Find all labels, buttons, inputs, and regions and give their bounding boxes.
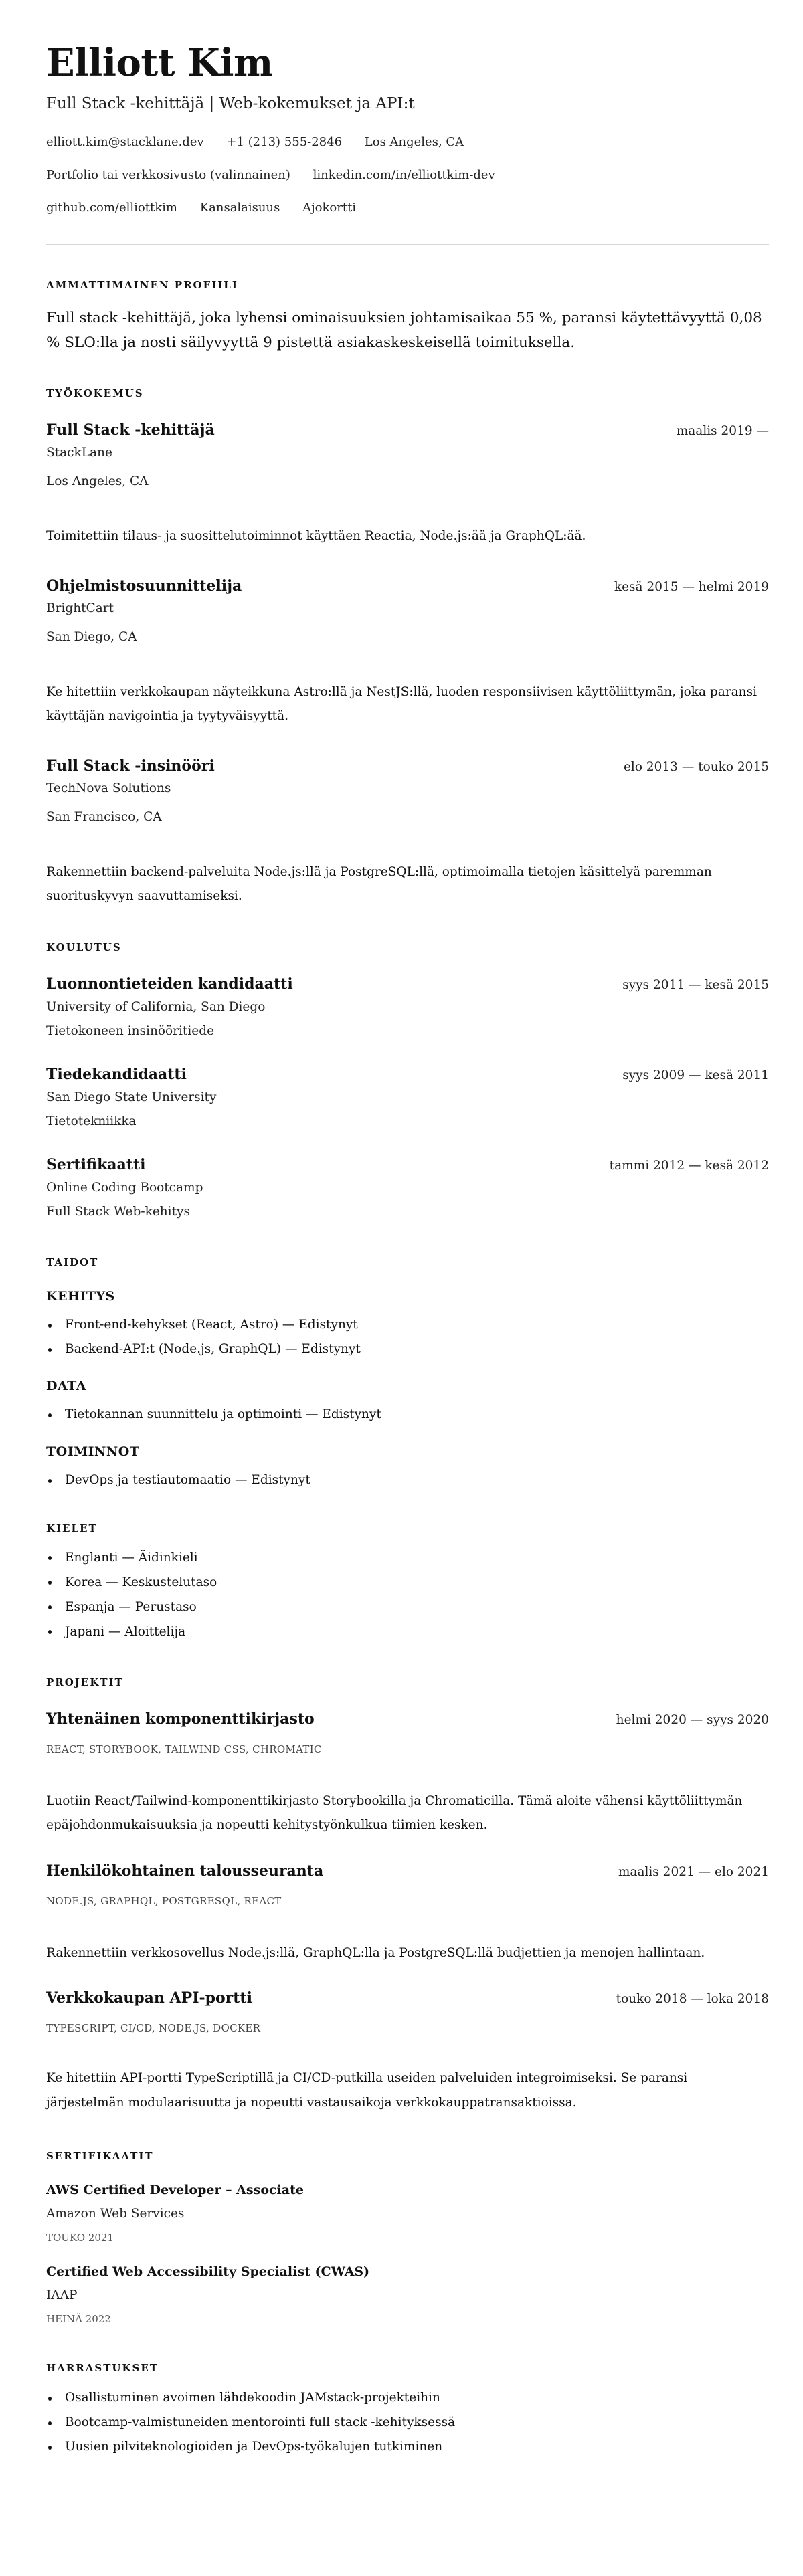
section-heading: SERTIFIKAATIT	[46, 2150, 154, 2162]
project-tech-stack: NODE.JS, GRAPHQL, POSTGRESQL, REACT	[46, 1894, 282, 1907]
profile-section	[46, 278, 769, 355]
section-heading: AMMATTIMAINEN PROFIILI	[46, 279, 238, 291]
certification-date: TOUKO 2021	[46, 2232, 114, 2244]
job-entry	[46, 576, 769, 729]
skill-item: Tietokannan suunnittelu ja optimointi — Edistynyt	[46, 1403, 769, 1427]
citizenship: Kansalaisuus	[199, 201, 280, 215]
hobbies-section	[46, 2361, 769, 2460]
education-section	[46, 940, 769, 1224]
section-heading: KOULUTUS	[46, 940, 122, 953]
skill-item: DevOps ja testiautomaatio — Edistynyt	[46, 1468, 769, 1492]
job-entry	[46, 420, 769, 549]
resume-header	[46, 43, 769, 224]
section-heading: KIELET	[46, 1522, 98, 1534]
hobby-item: Bootcamp-valmistuneiden mentorointi full stack -kehityksessä	[46, 2411, 769, 2436]
job-entry	[46, 756, 769, 909]
section-heading: TAIDOT	[46, 1256, 99, 1268]
resume-page	[0, 43, 803, 2486]
job-dates: maalis 2019 —	[676, 424, 769, 438]
project-tech-stack: REACT, STORYBOOK, TAILWIND CSS, CHROMATIC	[46, 1743, 322, 1755]
degree: Luonnontieteiden kandidaatti	[46, 975, 293, 993]
skill-list	[46, 1468, 769, 1492]
job-description: Ke hitettiin verkkokaupan näyteikkuna Astro:llä ja NestJS:llä, luoden responsiivisen käyttöliittymän, joka paransi käyttäjän navigointia ja tyytyväisyyttä.	[46, 684, 757, 723]
job-location: San Diego, CA	[46, 629, 137, 644]
skill-category: DATA	[46, 1378, 87, 1393]
projects-section	[46, 1676, 769, 2116]
language-item: Japani — Aloittelija	[46, 1619, 769, 1644]
degree: Sertifikaatti	[46, 1155, 146, 1173]
education-entry	[46, 974, 769, 1044]
github-link[interactable]: github.com/elliottkim	[46, 201, 177, 215]
institution: Online Coding Bootcamp	[46, 1180, 203, 1195]
project-entry	[46, 1861, 769, 1966]
institution: San Diego State University	[46, 1090, 217, 1104]
skill-item: Backend-API:t (Node.js, GraphQL) — Edistynyt	[46, 1337, 769, 1361]
job-title: Ohjelmistosuunnittelija	[46, 577, 242, 595]
project-title: Henkilökohtainen talousseuranta	[46, 1862, 324, 1880]
job-location: San Francisco, CA	[46, 809, 162, 824]
language-item: Espanja — Perustaso	[46, 1595, 769, 1619]
certification-entry	[46, 2262, 769, 2327]
skills-section	[46, 1256, 769, 1492]
project-dates: helmi 2020 — syys 2020	[616, 1712, 769, 1727]
language-list	[46, 1545, 769, 1644]
job-company: BrightCart	[46, 601, 114, 615]
project-dates: maalis 2021 — elo 2021	[618, 1864, 769, 1879]
portfolio-link[interactable]: Portfolio tai verkkosivusto (valinnainen)	[46, 168, 290, 182]
education-dates: syys 2009 — kesä 2011	[622, 1068, 769, 1082]
section-heading: HARRASTUKSET	[46, 2362, 159, 2374]
contact-info	[46, 126, 769, 224]
project-description: Ke hitettiin API-portti TypeScriptillä ja CI/CD-putkilla useiden palveluiden integroimiseksi. Se paransi järjestelmän modulaarisuutta ja nopeutti vastausaikoja verkkokauppatransaktioissa.	[46, 2071, 688, 2110]
skill-category: KEHITYS	[46, 1288, 115, 1304]
job-dates: kesä 2015 — helmi 2019	[614, 579, 769, 594]
certification-title: AWS Certified Developer – Associate	[46, 2183, 304, 2197]
certifications-section	[46, 2149, 769, 2327]
job-title: Full Stack -kehittäjä	[46, 421, 215, 439]
languages-section	[46, 1522, 769, 1644]
education-dates: tammi 2012 — kesä 2012	[609, 1158, 769, 1173]
field-of-study: Full Stack Web-kehitys	[46, 1204, 190, 1219]
linkedin-link[interactable]: linkedin.com/in/elliottkim-dev	[313, 168, 495, 182]
field-of-study: Tietotekniikka	[46, 1114, 137, 1128]
email-link[interactable]: elliott.kim@stacklane.dev	[46, 135, 204, 149]
language-item: Korea — Keskustelutaso	[46, 1570, 769, 1595]
contact-row	[46, 191, 769, 224]
section-heading: PROJEKTIT	[46, 1676, 124, 1688]
job-description: Toimitettiin tilaus- ja suosittelutoiminnot käyttäen Reactia, Node.js:ää ja GraphQL:ää.	[46, 529, 586, 543]
project-entry	[46, 1709, 769, 1838]
institution: University of California, San Diego	[46, 999, 266, 1014]
skill-list	[46, 1313, 769, 1361]
project-title: Verkkokaupan API-portti	[46, 1989, 252, 2007]
header-divider	[46, 244, 769, 245]
profile-summary: Full stack -kehittäjä, joka lyhensi ominaisuuksien johtamisaikaa 55 %, paransi käytettävyyttä 0,08 % SLO:lla ja nosti säilyvyyttä 9 pistettä asiakaskeskeisellä toimituksella.	[46, 310, 762, 351]
hobby-item: Uusien pilviteknologioiden ja DevOps-työkalujen tutkiminen	[46, 2435, 769, 2460]
section-heading: TYÖKOKEMUS	[46, 387, 144, 399]
project-description: Luotiin React/Tailwind-komponenttikirjasto Storybookilla ja Chromaticilla. Tämä aloite vähensi käyttöliittymän epäjohdonmukaisuuksia ja nopeutti kehitystyönkulkua tiimien kesken.	[46, 1793, 743, 1832]
project-dates: touko 2018 — loka 2018	[616, 1992, 769, 2006]
contact-row	[46, 126, 769, 159]
skill-item: Front-end-kehykset (React, Astro) — Edistynyt	[46, 1313, 769, 1337]
job-location: Los Angeles, CA	[46, 474, 149, 488]
job-company: StackLane	[46, 445, 112, 460]
job-title: Full Stack -insinööri	[46, 757, 215, 775]
education-dates: syys 2011 — kesä 2015	[622, 977, 769, 992]
location: Los Angeles, CA	[364, 135, 464, 149]
job-dates: elo 2013 — touko 2015	[623, 759, 769, 774]
phone-number: +1 (213) 555-2846	[226, 135, 343, 149]
project-entry	[46, 1988, 769, 2115]
certification-title: Certified Web Accessibility Specialist (CWAS)	[46, 2264, 370, 2279]
education-entry	[46, 1064, 769, 1134]
job-description: Rakennettiin backend-palveluita Node.js:llä ja PostgreSQL:llä, optimoimalla tietojen käsittelyä paremman suorituskyvyn saavuttamiseksi.	[46, 864, 712, 903]
language-item: Englanti — Äidinkieli	[46, 1545, 769, 1570]
certification-entry	[46, 2181, 769, 2246]
skill-category: TOIMINNOT	[46, 1444, 140, 1459]
education-entry	[46, 1155, 769, 1224]
candidate-name: Elliott Kim	[46, 41, 273, 85]
candidate-headline: Full Stack -kehittäjä | Web-kokemukset ja API:t	[46, 95, 415, 112]
field-of-study: Tietokoneen insinööritiede	[46, 1023, 215, 1038]
certification-issuer: Amazon Web Services	[46, 2207, 185, 2221]
certification-issuer: IAAP	[46, 2288, 78, 2302]
experience-section	[46, 387, 769, 909]
degree: Tiedekandidaatti	[46, 1065, 187, 1083]
project-tech-stack: TYPESCRIPT, CI/CD, NODE.JS, DOCKER	[46, 2022, 261, 2034]
contact-row	[46, 159, 769, 191]
certification-date: HEINÄ 2022	[46, 2313, 111, 2325]
job-company: TechNova Solutions	[46, 781, 171, 795]
skill-list	[46, 1403, 769, 1427]
project-title: Yhtenäinen komponenttikirjasto	[46, 1710, 315, 1728]
drivers-license: Ajokortti	[302, 201, 357, 215]
hobby-list	[46, 2386, 769, 2460]
hobby-item: Osallistuminen avoimen lähdekoodin JAMstack-projekteihin	[46, 2386, 769, 2411]
project-description: Rakennettiin verkkosovellus Node.js:llä, GraphQL:lla ja PostgreSQL:llä budjettien ja menojen hallintaan.	[46, 1945, 705, 1960]
